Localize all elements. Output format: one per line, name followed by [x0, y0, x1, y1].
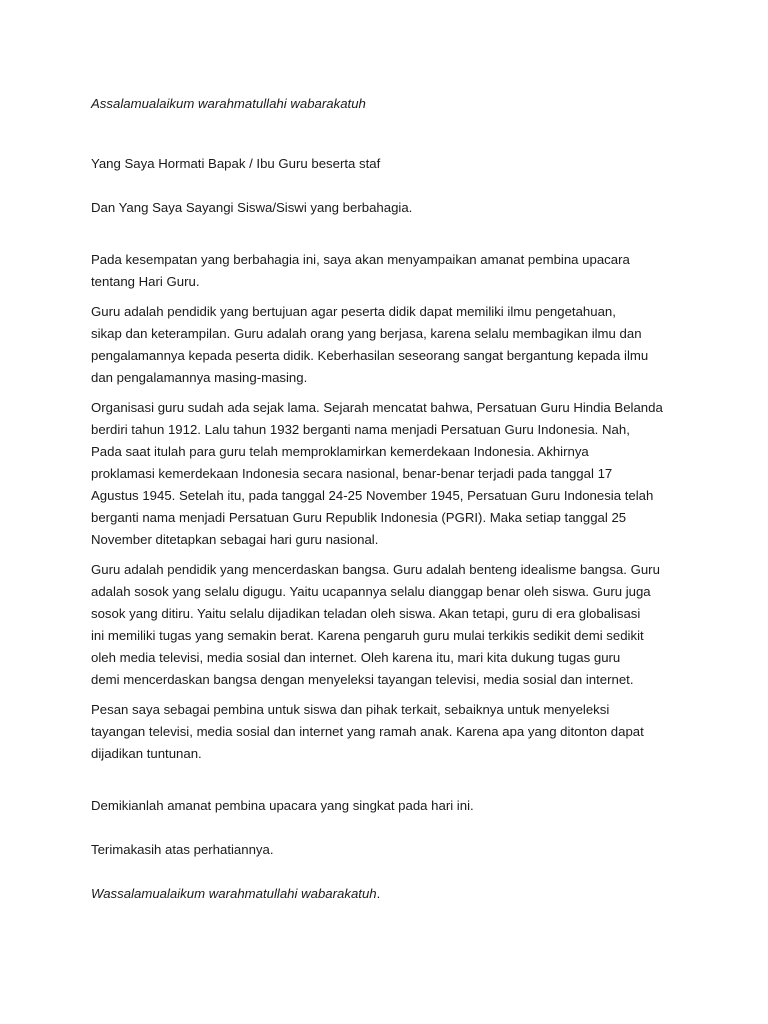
paragraph-teacher-role: Guru adalah pendidik yang bertujuan agar peserta didik dapat memiliki ilmu pengetahuan, sikap dan keterampilan. Guru adalah orang yang berjasa, karena selalu membagikan ilmu dan pengalamannya kepada peserta didik. Keberhasilan seseorang sangat bergantung kepada ilmu dan pengalamannya masing-masing.: [91, 304, 649, 385]
paragraph-teacher-importance: Guru adalah pendidik yang mencerdaskan bangsa. Guru adalah benteng idealisme bangsa. Guru adalah sosok yang selalu digugu. Yaitu ucapannya selalu dianggap benar oleh siswa. Guru juga sosok yang ditiru. Yaitu selalu dijadikan teladan oleh siswa. Akan tetapi, guru di era globalisasi ini memiliki tugas yang semakin berat. Karena pengaruh guru mulai terkikis sedikit demi sedikit oleh media televisi, media sosial dan internet. Oleh karena itu, mari kita dukung tugas guru demi mencerdaskan bangsa dengan menyeleksi tayangan televisi, media sosial dan internet.: [91, 562, 660, 687]
salutation-line-1: Yang Saya Hormati Bapak / Ibu Guru beserta staf: [91, 156, 381, 171]
paragraph-intro: Pada kesempatan yang berbahagia ini, saya akan menyampaikan amanat pembina upacara tentang Hari Guru.: [91, 252, 630, 289]
closing-line-1: Demikianlah amanat pembina upacara yang singkat pada hari ini.: [91, 798, 474, 813]
closing-line-3: [91, 883, 691, 905]
paragraph-message: Pesan saya sebagai pembina untuk siswa dan pihak terkait, sebaiknya untuk menyeleksi tayangan televisi, media sosial dan internet yang ramah anak. Karena apa yang ditonton dapat dijadikan tuntunan.: [91, 702, 644, 761]
closing-greeting: Wassalamualaikum warahmatullahi wabarakatuh: [91, 886, 377, 901]
closing-line-2: Terimakasih atas perhatiannya.: [91, 842, 274, 857]
closing: [91, 773, 691, 927]
closing-period: .: [376, 886, 381, 901]
salutation: [91, 131, 691, 241]
document-body: [91, 93, 691, 935]
paragraph-organization-history: Organisasi guru sudah ada sejak lama. Sejarah mencatat bahwa, Persatuan Guru Hindia Belanda berdiri tahun 1912. Lalu tahun 1932 berganti nama menjadi Persatuan Guru Indonesia. Nah, Pada saat itulah para guru telah memproklamirkan kemerdekaan Indonesia. Akhirnya proklamasi kemerdekaan Indonesia secara nasional, benar-benar terjadi pada tanggal 17 Agustus 1945. Setelah itu, pada tanggal 24-25 November 1945, Persatuan Guru Indonesia telah berganti nama menjadi Persatuan Guru Republik Indonesia (PGRI). Maka setiap tanggal 25 November ditetapkan sebagai hari guru nasional.: [91, 400, 663, 547]
opening-greeting: Assalamualaikum warahmatullahi wabarakatuh: [91, 96, 366, 111]
salutation-line-2: Dan Yang Saya Sayangi Siswa/Siswi yang berbahagia.: [91, 200, 413, 215]
